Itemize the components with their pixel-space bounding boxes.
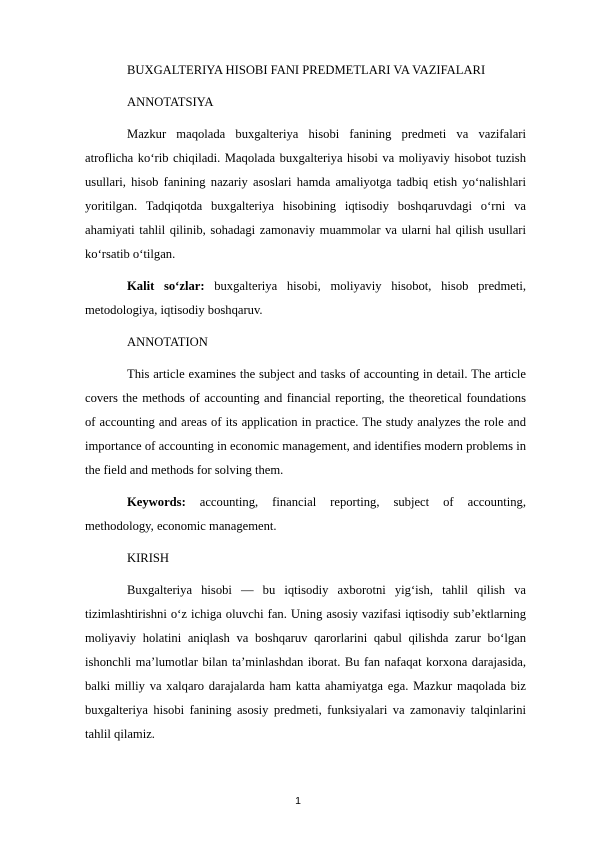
annotation-heading: ANNOTATION [127,335,208,349]
annotation-paragraph: This article examines the subject and tasks of accounting in detail. The article covers the methods of accounting and financial reporting, the theoretical foundations of accounting and areas of its application in practice. The study analyzes the role and importance of accounting in economic management, and identifies modern problems in the field and methods for solving them. [85,367,526,477]
page-content [85,58,526,746]
annotatsiya-paragraph: Mazkur maqolada buxgalteriya hisobi fanining predmeti va vazifalari atroflicha ko‘rib chiqiladi. Maqolada buxgalteriya hisobi va moliyaviy hisobot tuzish usullari, hisob fanining nazariy asoslari hamda amaliyotga tadbiq etish yo‘nalishlari yoritilgan. Tadqiqotda buxgalteriya hisobining iqtisodiy boshqaruvdagi o‘rni va ahamiyati tahlil qilinib, sohadagi zamonaviy muammolar va ularni hal qilish usullari ko‘rsatib o‘tilgan. [85,127,526,261]
annotatsiya-keywords-text: buxgalteriya hisobi, moliyaviy hisobot, hisob predmeti, metodologiya, iqtisodiy boshqaruv. [85,279,526,317]
annotatsiya-keywords [85,274,526,322]
article-title: BUXGALTERIYA HISOBI FANI PREDMETLARI VA VAZIFALARI [127,63,486,77]
annotation-keywords-label: Keywords: [127,495,186,509]
page-number: 1 [295,795,301,807]
annotation-keywords-text: accounting, financial reporting, subject of accounting, methodology, economic management. [85,495,526,533]
annotatsiya-keywords-label: Kalit so‘zlar: [127,279,205,293]
kirish-paragraph: Buxgalteriya hisobi — bu iqtisodiy axborotni yig‘ish, tahlil qilish va tizimlashtirishni o‘z ichiga oluvchi fan. Uning asosiy vazifasi iqtisodiy sub’ektlarning moliyaviy holatini aniqlash va boshqaruv qarorlarini qabul qilishda zarur bo‘lgan ishonchli ma’lumotlar bilan ta’minlashdan iborat. Bu fan nafaqat korxona darajasida, balki milliy va xalqaro darajalarda ham katta ahamiyatga ega. Mazkur maqolada biz buxgalteriya hisobi fanining asosiy predmeti, funksiyalari va zamonaviy talqinlarini tahlil qilamiz. [85,583,526,741]
kirish-heading: KIRISH [127,551,169,565]
annotatsiya-heading: ANNOTATSIYA [127,95,214,109]
annotation-keywords [85,490,526,538]
